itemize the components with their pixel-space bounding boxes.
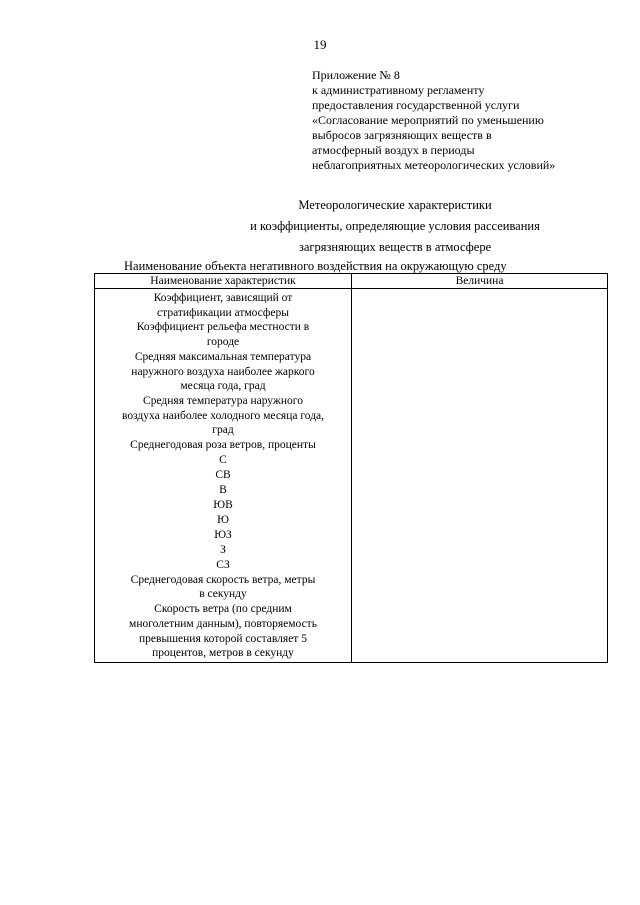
item-wind-speed [101,573,345,602]
appendix-line: к административному регламенту [312,83,485,97]
title-line: загрязняющих веществ в атмосфере [298,240,492,254]
item-line: Средняя максимальная температура [134,350,312,363]
wind-direction-se: ЮВ [213,498,233,511]
document-title [200,195,590,258]
item-cold-temperature [101,394,345,438]
item-max-temperature [101,350,345,394]
appendix-line: «Согласование мероприятий по уменьшению [312,113,544,127]
item-line: Средняя температура наружного [143,394,303,407]
page-number: 19 [313,37,327,52]
item-line: стратификации атмосферы [157,306,289,319]
wind-direction-nw: СЗ [216,558,230,571]
item-wind-rose [101,438,345,453]
appendix-line: неблагоприятных метеорологических условий» [312,158,556,172]
item-line: месяца года, град [180,380,266,393]
item-line: многолетним данным), повторяемость [129,617,317,630]
item-line: Среднегодовая роза ветров, проценты [130,439,316,452]
wind-direction-w: З [220,543,226,556]
item-line: процентов, метров в секунду [152,647,294,660]
item-line: град [212,424,234,437]
item-line: воздуха наиболее холодного месяца года, [121,409,325,422]
item-line: в секунду [199,588,247,601]
item-line: Коэффициент рельефа местности в [136,321,310,334]
table-row [95,289,608,663]
header-characteristic-name: Наименование характеристик [95,274,352,289]
title-line: Метеорологические характеристики [298,198,492,212]
item-line: Скорость ветра (по средним [154,603,292,616]
wind-direction-s: Ю [217,513,229,526]
item-line: Коэффициент, зависящий от [153,292,293,304]
wind-direction-ne: СВ [215,468,231,481]
title-line: и коэффициенты, определяющие условия рассеивания [250,219,540,233]
wind-direction-e: В [219,483,227,496]
wind-directions [101,453,345,573]
item-line: Среднегодовая скорость ветра, метры [130,573,316,586]
characteristics-cell [95,289,352,663]
item-line: наружного воздуха наиболее жаркого [131,365,315,378]
wind-direction-sw: ЮЗ [214,528,232,541]
item-wind-speed-exceedance [101,602,345,661]
item-relief [101,320,345,349]
wind-direction-n: С [219,453,227,466]
table-header-row [95,274,608,289]
header-value: Величина [352,274,608,289]
appendix-line: атмосферный воздух в периоды [312,143,475,157]
item-line: городе [206,336,240,349]
object-name-label: Наименование объекта негативного воздействия на окружающую среду [124,259,507,273]
item-line: превышения которой составляет 5 [139,632,307,645]
meteorological-table [94,273,608,663]
appendix-header [312,68,632,173]
appendix-line: предоставления государственной услуги [312,98,520,112]
appendix-line: выбросов загрязняющих веществ в [312,128,492,142]
values-cell [352,289,608,663]
item-stratification [101,291,345,320]
appendix-line: Приложение № 8 [312,68,400,82]
